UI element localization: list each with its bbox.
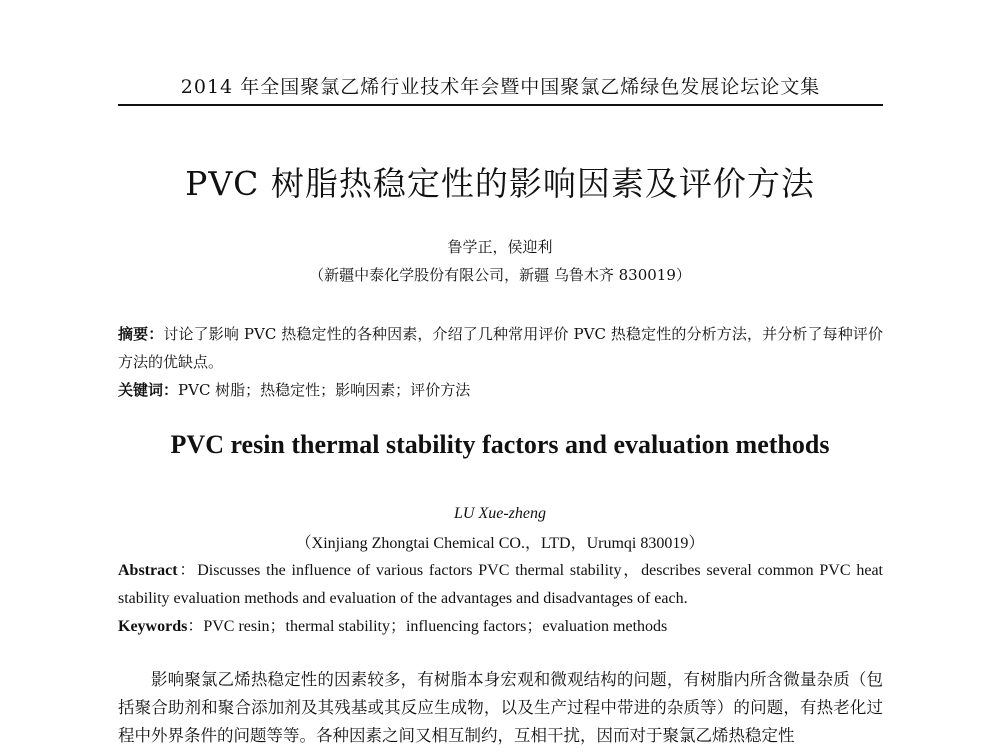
keywords-label-english: Keywords xyxy=(118,618,188,635)
authors-chinese: 鲁学正，侯迎利 xyxy=(447,238,553,256)
keywords-chinese xyxy=(118,376,883,404)
running-header: 2014 年全国聚氯乙烯行业技术年会暨中国聚氯乙烯绿色发展论坛论文集 xyxy=(180,76,821,98)
abstract-label-chinese: 摘要： xyxy=(118,325,164,343)
keywords-english xyxy=(118,613,883,641)
affiliation-chinese: （新疆中泰化学股份有限公司，新疆 乌鲁木齐 830019） xyxy=(309,266,691,284)
abstract-text-english: ：Discusses the influence of various factors PVC thermal stability，describes several common PVC heat stability evaluation methods and evaluation of the advantages and disadvantages of each. xyxy=(118,562,883,607)
header-divider xyxy=(118,104,883,106)
abstract-english xyxy=(118,557,883,613)
abstract-label-english: Abstract xyxy=(118,562,178,579)
keywords-text-english: ：PVC resin；thermal stability；influencing factors；evaluation methods xyxy=(187,618,668,635)
keywords-label-chinese: 关键词： xyxy=(118,381,179,399)
abstract-text-chinese: 讨论了影响 PVC 热稳定性的各种因素，介绍了几种常用评价 PVC 热稳定性的分析方法，并分析了每种评价方法的优缺点。 xyxy=(118,325,883,371)
abstract-chinese xyxy=(118,320,883,376)
affiliation-english: （Xinjiang Zhongtai Chemical CO.，LTD，Urumqi 830019） xyxy=(295,535,705,552)
author-english: LU Xue-zheng xyxy=(454,505,546,522)
paper-title-chinese: PVC 树脂热稳定性的影响因素及评价方法 xyxy=(185,164,815,203)
body-paragraph: 影响聚氯乙烯热稳定性的因素较多，有树脂本身宏观和微观结构的问题，有树脂内所含微量杂质（包括聚合助剂和聚合添加剂及其残基或其反应生成物，以及生产过程中带进的杂质等）的问题，有热老化过程中外界条件的问题等等。各种因素之间又相互制约，互相干扰，因而对于聚氯乙烯热稳定性 xyxy=(118,670,883,745)
paper-title-english: PVC resin thermal stability factors and evaluation methods xyxy=(170,430,830,459)
body-text xyxy=(118,666,883,750)
keywords-text-chinese: PVC 树脂；热稳定性；影响因素；评价方法 xyxy=(178,381,471,399)
